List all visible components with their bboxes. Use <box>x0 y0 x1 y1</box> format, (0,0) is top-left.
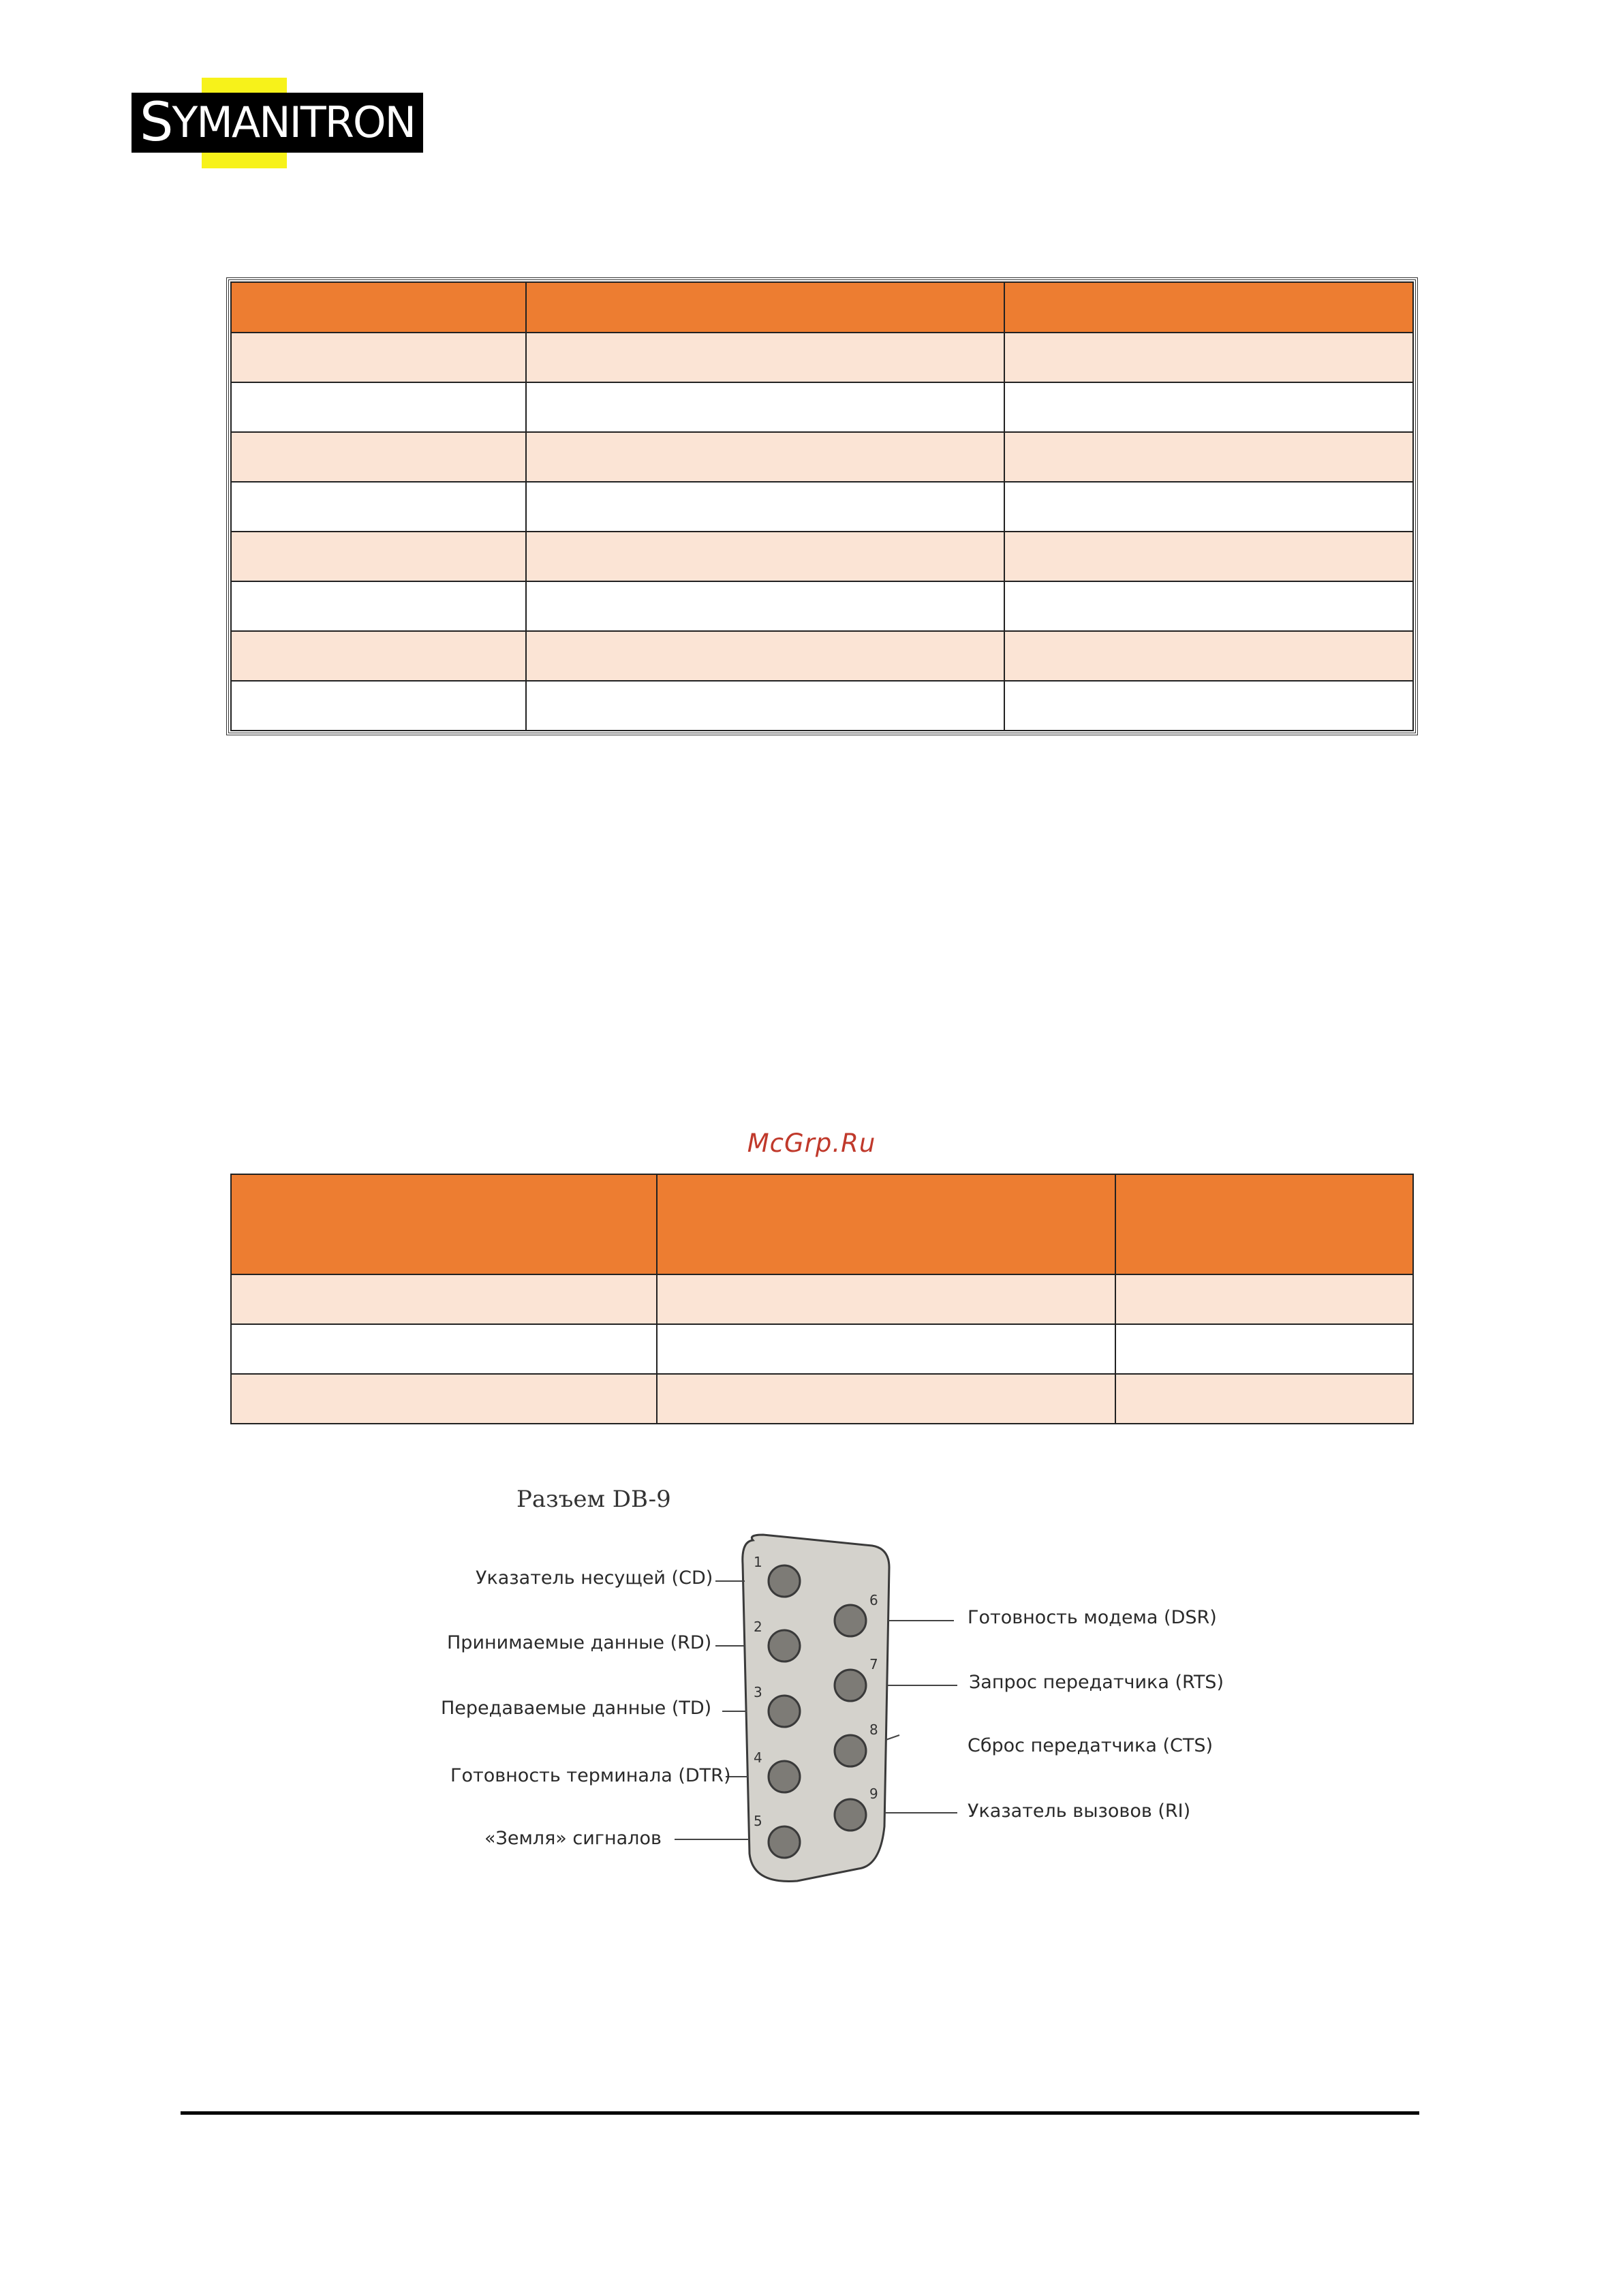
logo-rest: YMANITRON <box>172 97 416 147</box>
table-header-cell <box>1004 282 1413 333</box>
spec-table-1 <box>230 281 1414 731</box>
pin-7-label: Запрос передатчика (RTS) <box>969 1672 1224 1693</box>
pin-8-contact <box>835 1735 866 1766</box>
table-row <box>231 532 1413 581</box>
pin-number: 9 <box>869 1786 878 1802</box>
pin-number: 7 <box>869 1656 878 1672</box>
table-cell <box>1004 631 1413 681</box>
table-cell <box>231 482 526 532</box>
table-cell <box>526 382 1004 432</box>
pin-number: 2 <box>754 1619 762 1635</box>
pin-3-contact <box>769 1696 800 1727</box>
table-row <box>231 432 1413 482</box>
table-header-cell <box>657 1174 1115 1274</box>
logo-wordmark <box>132 93 423 153</box>
table-cell <box>231 382 526 432</box>
table-cell <box>1004 333 1413 382</box>
table-cell <box>231 333 526 382</box>
pin-4-label: Готовность терминала (DTR) <box>450 1765 731 1786</box>
table-cell <box>231 432 526 482</box>
pin-5-label: «Земля» сигналов <box>484 1828 662 1849</box>
table-cell <box>231 532 526 581</box>
logo-initial: S <box>139 92 172 153</box>
table-row <box>231 1374 1413 1424</box>
table-cell <box>1004 382 1413 432</box>
table-row <box>231 382 1413 432</box>
table-cell <box>231 1374 657 1424</box>
table-header-cell <box>1115 1174 1413 1274</box>
table-cell <box>231 581 526 631</box>
pin-number: 8 <box>869 1721 878 1738</box>
table-cell <box>231 1274 657 1324</box>
pin-number: 5 <box>754 1813 762 1829</box>
pin-1-label: Указатель несущей (CD) <box>476 1567 713 1589</box>
table-cell <box>1115 1374 1413 1424</box>
table-cell <box>1004 482 1413 532</box>
table-header-cell <box>526 282 1004 333</box>
brand-logo <box>132 78 423 168</box>
pin-number: 6 <box>869 1592 878 1608</box>
table-row <box>231 631 1413 681</box>
table-header-cell <box>231 1174 657 1274</box>
table-cell <box>657 1274 1115 1324</box>
table-cell <box>526 482 1004 532</box>
table-cell <box>1115 1324 1413 1374</box>
table-row <box>231 1324 1413 1374</box>
pin-9-contact <box>835 1799 866 1831</box>
table-cell <box>231 1324 657 1374</box>
leader-tick-8 <box>886 1735 899 1740</box>
spec-table-2 <box>230 1174 1414 1424</box>
table-cell <box>526 432 1004 482</box>
table-cell <box>526 681 1004 731</box>
table-cell <box>526 532 1004 581</box>
table-cell <box>231 681 526 731</box>
pin-2-label: Принимаемые данные (RD) <box>447 1632 712 1653</box>
pin-9-label: Указатель вызовов (RI) <box>968 1801 1191 1822</box>
table-cell <box>231 631 526 681</box>
table-cell <box>526 631 1004 681</box>
table-cell <box>1115 1274 1413 1324</box>
table-header-cell <box>231 282 526 333</box>
table-cell <box>657 1374 1115 1424</box>
table-cell <box>1004 432 1413 482</box>
pin-7-contact <box>835 1670 866 1701</box>
table-cell <box>657 1324 1115 1374</box>
table-row <box>231 333 1413 382</box>
pin-6-label: Готовность модема (DSR) <box>968 1607 1217 1628</box>
table-header-row <box>231 1174 1413 1274</box>
table-row <box>231 1274 1413 1324</box>
pin-8-label: Сброс передатчика (CTS) <box>968 1735 1214 1756</box>
pin-2-contact <box>769 1630 800 1662</box>
table-cell <box>1004 581 1413 631</box>
db9-pinout-figure <box>382 1472 1281 1901</box>
figure-title: Разъем DB-9 <box>516 1486 671 1513</box>
pin-number: 4 <box>754 1749 762 1766</box>
table-row <box>231 581 1413 631</box>
pin-number: 1 <box>754 1554 762 1570</box>
pin-3-label: Передаваемые данные (TD) <box>441 1698 712 1719</box>
pin-5-contact <box>769 1826 800 1858</box>
footer-rule <box>181 2111 1419 2115</box>
table-cell <box>1004 681 1413 731</box>
table-cell <box>526 581 1004 631</box>
pin-1-contact <box>769 1565 800 1597</box>
pin-4-contact <box>769 1761 800 1792</box>
table-cell <box>526 333 1004 382</box>
connector-shell <box>743 1535 889 1882</box>
table-row <box>231 482 1413 532</box>
table-row <box>231 681 1413 731</box>
watermark-text: McGrp.Ru <box>747 1129 876 1158</box>
pin-6-contact <box>835 1605 866 1636</box>
table-cell <box>1004 532 1413 581</box>
table-header-row <box>231 282 1413 333</box>
pin-number: 3 <box>754 1684 762 1700</box>
